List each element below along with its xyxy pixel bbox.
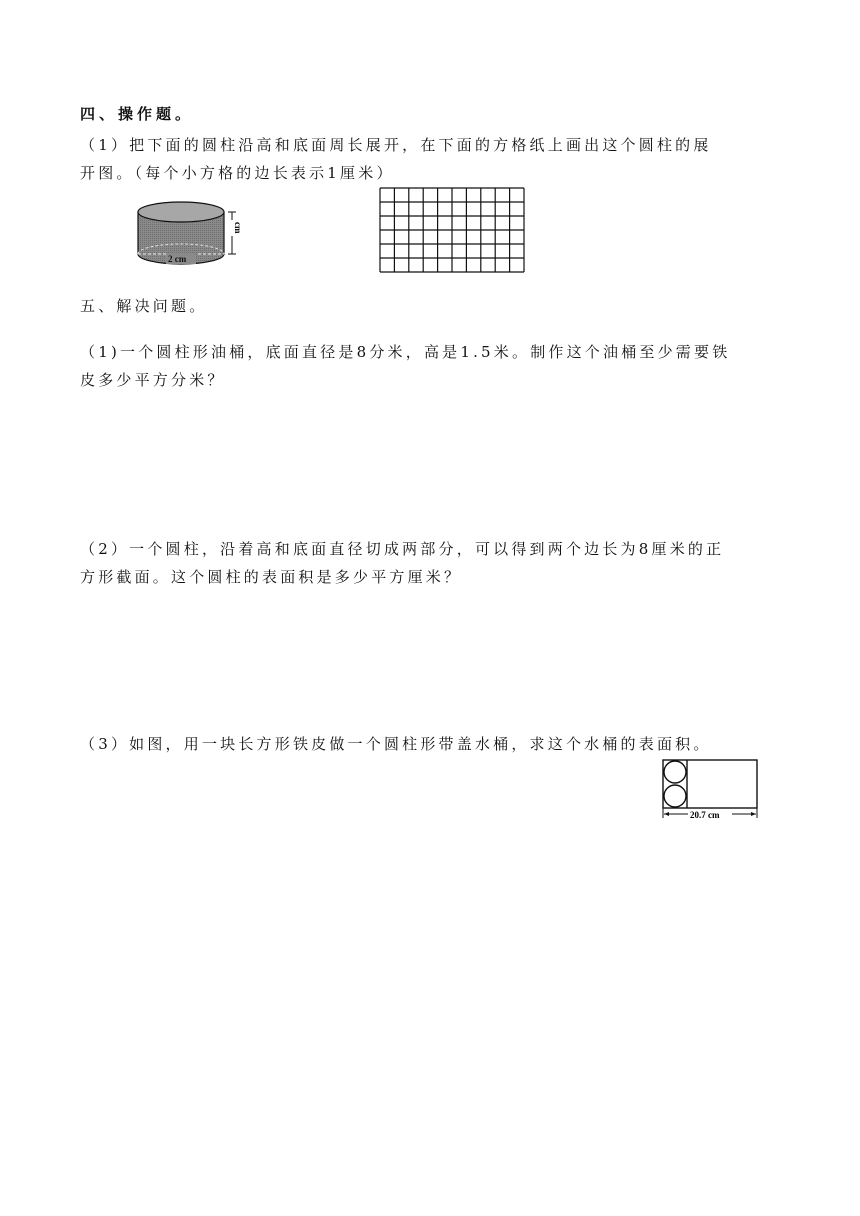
question-5-3-line-1: （3）如图，用一块长方形铁皮做一个圆柱形带盖水桶，求这个水桶的表面积。 — [80, 735, 712, 753]
question-5-1-line-2: 皮多少平方分米？ — [80, 371, 226, 389]
grid-paper — [378, 186, 526, 274]
question-4-1-line-1: （1）把下面的圆柱沿高和底面周长展开，在下面的方格纸上画出这个圆柱的展 — [80, 136, 712, 154]
lid-circle-top — [664, 761, 686, 783]
question-4-1-line-2: 开图。（每个小方格的边长表示1厘米） — [80, 164, 395, 182]
sheet-rectangle — [663, 760, 757, 808]
lid-circle-bottom — [664, 785, 686, 807]
section-4-heading: 四、操作题。 — [80, 105, 195, 123]
sheet-diagram — [660, 758, 760, 820]
cylinder-figure — [132, 192, 243, 270]
cylinder-base-label: 2 cm — [168, 254, 187, 264]
cylinder-height-label: cm — [233, 222, 243, 234]
question-5-2-line-2: 方形截面。这个圆柱的表面积是多少平方厘米？ — [80, 568, 463, 586]
question-5-1-line-1: （1)一个圆柱形油桶，底面直径是8分米，高是1.5米。制作这个油桶至少需要铁 — [80, 343, 731, 361]
question-5-2-line-1: （2）一个圆柱，沿着高和底面直径切成两部分，可以得到两个边长为8厘米的正 — [80, 540, 725, 558]
section-5-heading: 五、解决问题。 — [80, 297, 208, 315]
sheet-width-label: 20.7 cm — [690, 810, 720, 820]
cylinder-top — [138, 202, 224, 222]
